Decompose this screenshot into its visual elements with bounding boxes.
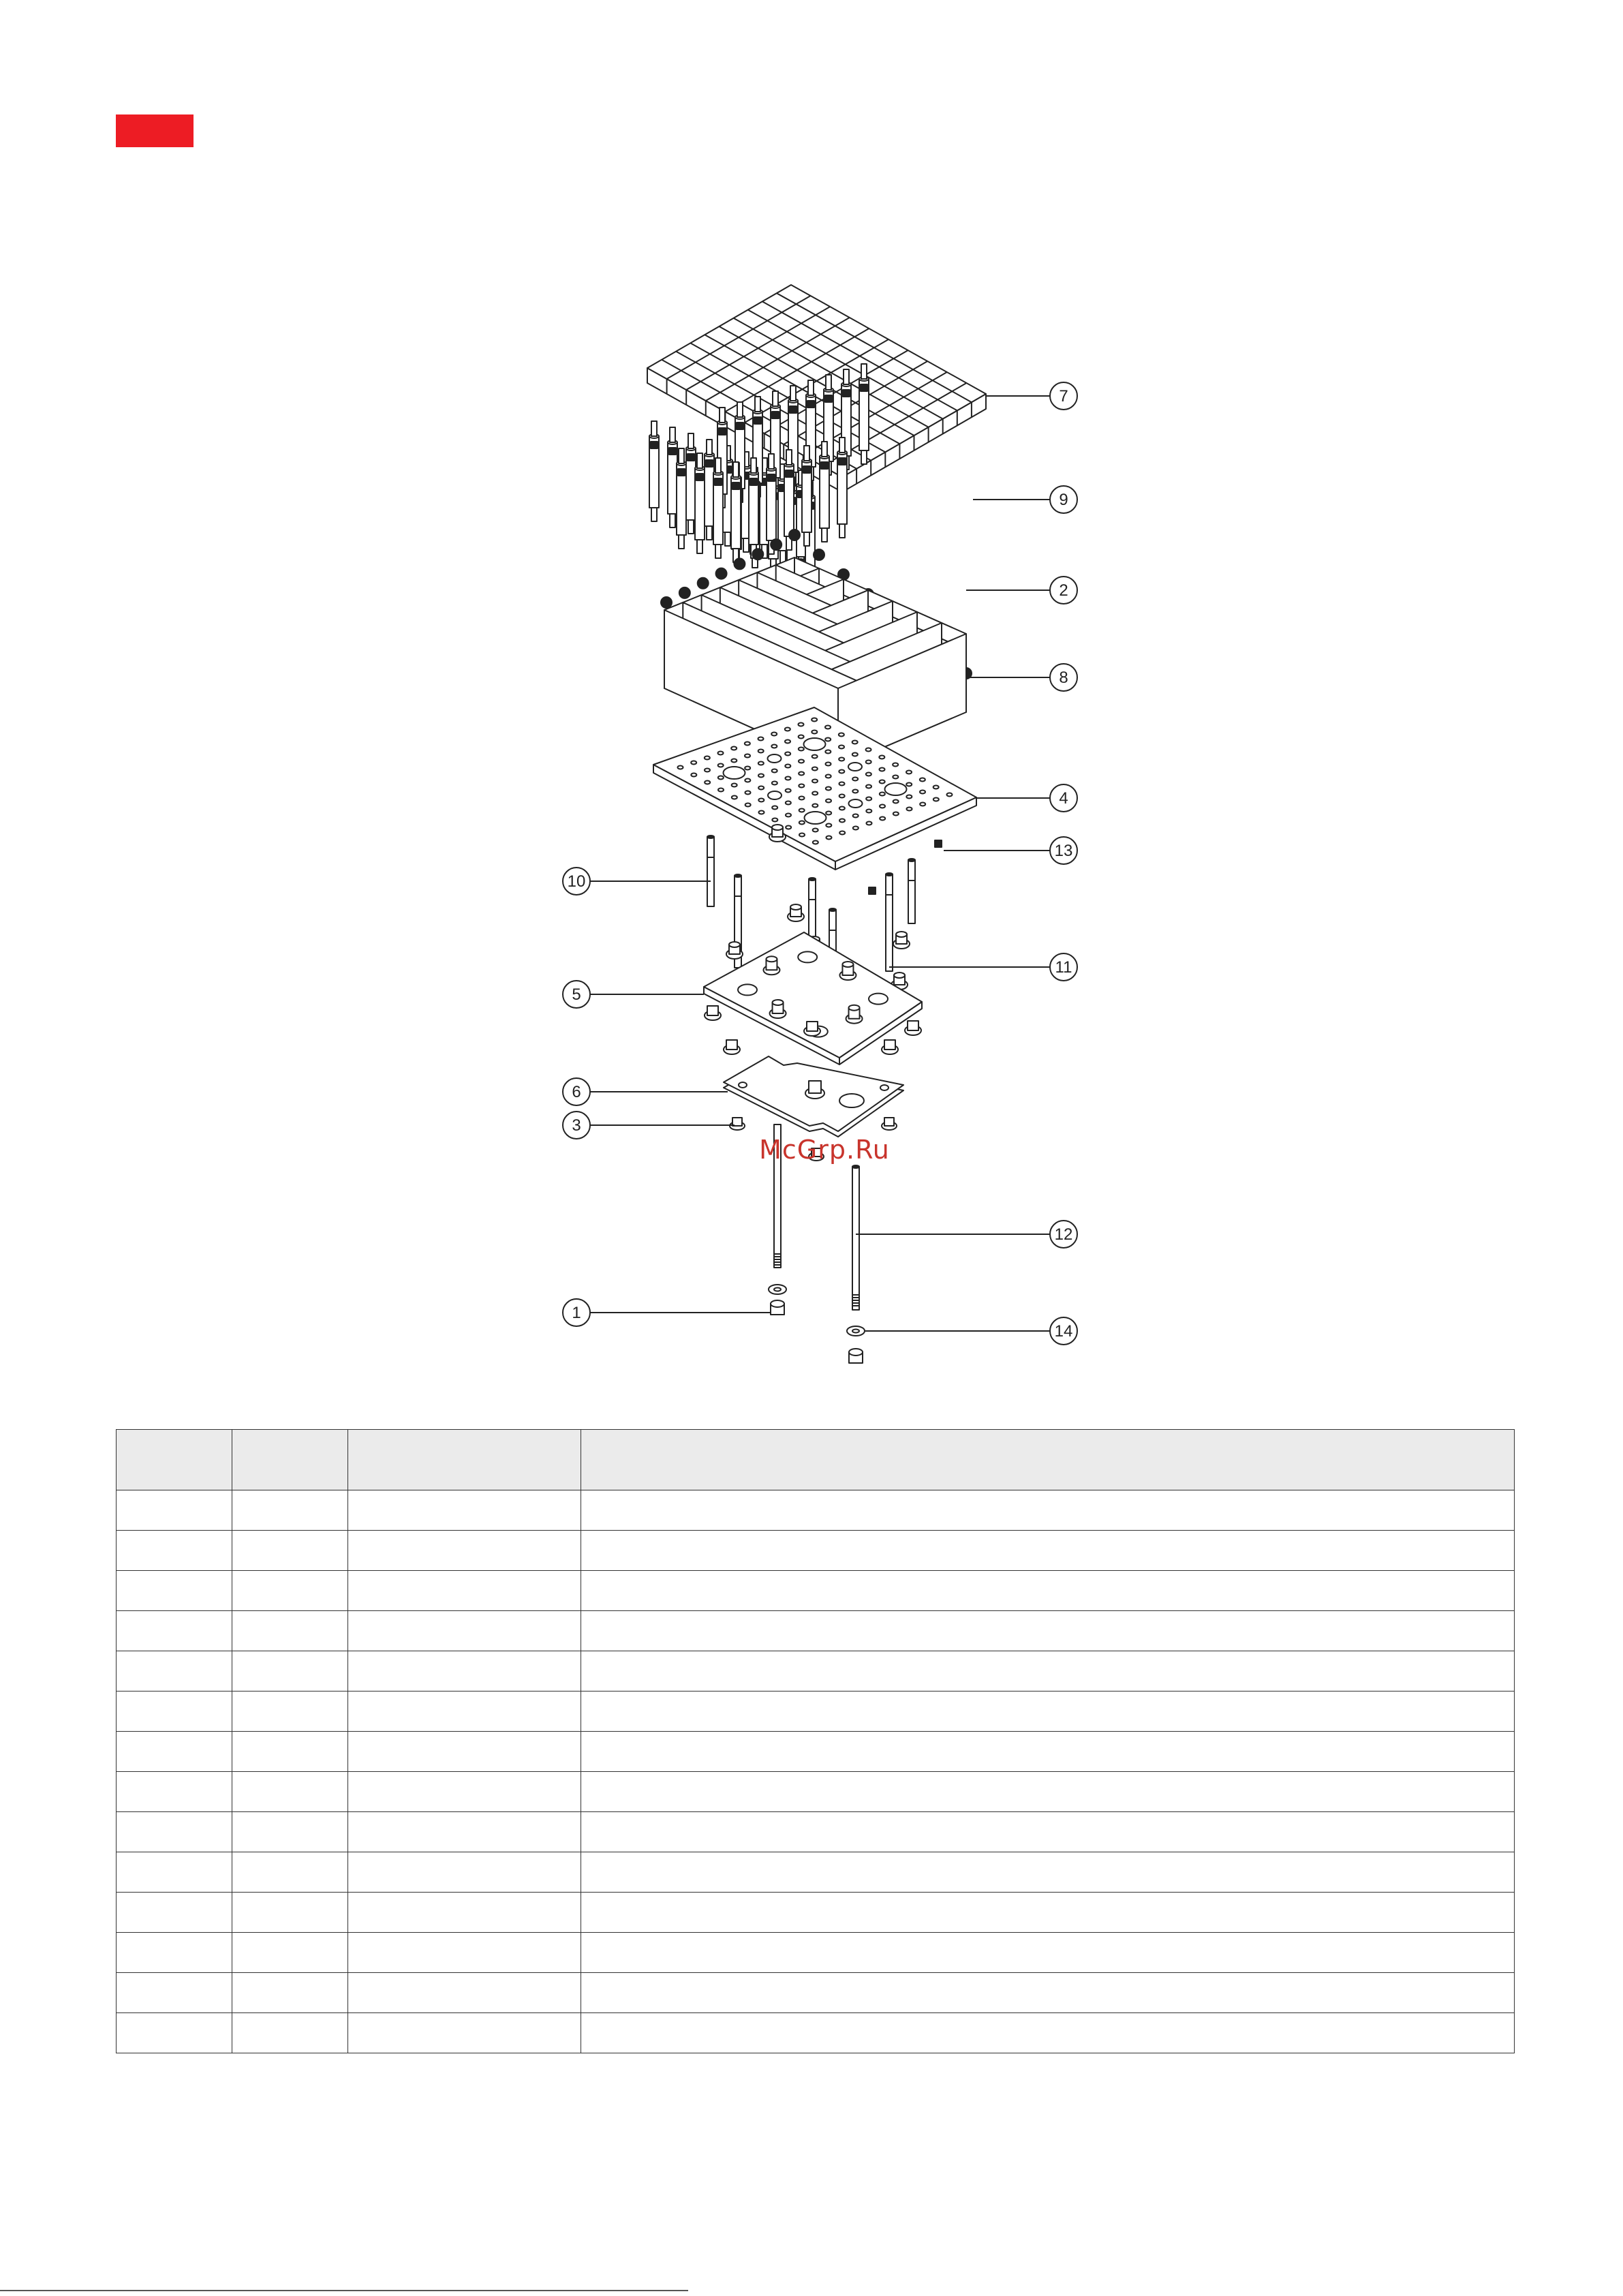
flange-nut-top	[790, 904, 801, 910]
callout-label: 5	[572, 985, 581, 1004]
washer	[847, 1326, 865, 1336]
table-cell	[232, 1651, 348, 1692]
standoff-thread-bottom	[861, 450, 867, 464]
callout-label: 7	[1059, 387, 1068, 405]
flange-nut	[769, 825, 786, 842]
perforated-plate-part	[653, 707, 976, 870]
standoff-thread-top	[651, 421, 657, 436]
flange-nut	[730, 1118, 745, 1130]
standoff-hex-mark	[696, 474, 703, 480]
callout-13	[944, 837, 1077, 864]
table-cell	[348, 1611, 581, 1651]
standoff-thread-top	[808, 380, 814, 395]
standoff	[705, 440, 714, 540]
standoff-hex-mark	[790, 406, 797, 413]
standoff-hex-mark	[706, 460, 713, 467]
table-cell	[117, 1692, 232, 1732]
standoff-hex-mark	[807, 401, 814, 408]
standoff-thread-top	[826, 375, 831, 390]
table-row	[117, 1571, 1515, 1611]
standoff-hex-mark	[786, 470, 792, 477]
standoff-thread-top	[715, 458, 721, 473]
table-cell	[232, 1571, 348, 1611]
table-cell	[232, 1852, 348, 1893]
rod-body	[908, 860, 915, 923]
footer-rule	[0, 2290, 688, 2291]
rod-body	[886, 874, 893, 971]
standoff	[749, 458, 758, 558]
standoff-hex-mark	[732, 483, 739, 489]
flange-nut	[882, 1040, 898, 1054]
table-cell	[117, 1571, 232, 1611]
standoff-thread-bottom	[715, 545, 721, 558]
table-cell	[348, 1852, 581, 1893]
table-cell	[117, 2013, 232, 2053]
standoff-thread-top	[733, 462, 739, 477]
standoff-hex-mark	[839, 458, 846, 465]
flange-nut-hex	[807, 1022, 818, 1031]
table-cell	[348, 1651, 581, 1692]
table-cell	[232, 2013, 348, 2053]
table-row	[117, 1772, 1515, 1812]
standoff-thread-bottom	[688, 520, 694, 534]
standoff-thread-bottom	[670, 514, 675, 527]
flange-nut-top	[766, 956, 777, 962]
flange-nut	[705, 1006, 721, 1020]
callout-label: 14	[1054, 1322, 1073, 1341]
table-cell	[232, 1490, 348, 1531]
table-cell	[348, 1772, 581, 1812]
standoff-hex-mark	[861, 384, 867, 391]
flange-nut	[905, 1021, 921, 1035]
flange-nut-hex	[884, 1118, 894, 1126]
washer	[769, 1285, 786, 1294]
table-cell	[581, 1812, 1515, 1852]
callout-7	[986, 382, 1077, 410]
flange-nut	[726, 942, 743, 959]
standoff-thread-bottom	[743, 538, 749, 552]
table-row	[117, 1732, 1515, 1772]
table-row	[117, 1933, 1515, 1973]
table-cell	[117, 1852, 232, 1893]
standoff	[713, 458, 723, 558]
flange-nut	[788, 904, 804, 921]
standoff-thread-top	[755, 397, 760, 412]
standoff-thread-top	[861, 364, 867, 379]
flange-nut	[839, 962, 856, 980]
standoff	[686, 433, 696, 534]
callout-1	[563, 1299, 771, 1326]
table-row	[117, 1893, 1515, 1933]
flange-nut-top	[842, 962, 853, 967]
flange-nut	[770, 1000, 786, 1018]
standoff-hex-mark	[772, 412, 779, 418]
standoff-thread-top	[769, 454, 774, 469]
flange-nut-top	[849, 1005, 860, 1011]
flange-nut	[804, 1022, 820, 1036]
callout-label: 2	[1059, 581, 1068, 600]
standoff-hex-mark	[737, 423, 743, 429]
table-cell	[117, 1933, 232, 1973]
callout-label: 6	[572, 1083, 581, 1101]
table-cell	[117, 1490, 232, 1531]
table-cell	[117, 1531, 232, 1571]
standoff	[859, 364, 869, 464]
flange-nut-hex	[908, 1021, 918, 1030]
callout-8	[966, 664, 1077, 691]
callout-label: 12	[1054, 1225, 1073, 1244]
standoff-thread-top	[688, 433, 694, 448]
table-cell	[348, 1531, 581, 1571]
standoff	[677, 448, 686, 549]
standoff-hex-mark	[715, 478, 722, 485]
standoff	[802, 446, 812, 546]
table-cell	[232, 1772, 348, 1812]
long-rod	[886, 873, 893, 971]
table-cell	[581, 2013, 1515, 2053]
standoff-hex-mark	[651, 442, 658, 448]
standoff-thread-top	[751, 458, 756, 473]
table-row	[117, 1531, 1515, 1571]
standoff-thread-top	[773, 391, 778, 406]
table-cell	[581, 1852, 1515, 1893]
table-cell	[117, 1772, 232, 1812]
standoff-thread-top	[822, 442, 827, 457]
standoff-hex-mark	[719, 428, 726, 435]
table-cell	[348, 1490, 581, 1531]
long-bolt	[852, 1167, 859, 1310]
standoff-thread-top	[737, 402, 743, 417]
rod-body	[707, 837, 714, 906]
callout-14	[865, 1317, 1077, 1345]
standoff-hex-mark	[843, 390, 850, 397]
table-cell	[232, 1812, 348, 1852]
standoff	[668, 427, 677, 527]
table-cell	[348, 1692, 581, 1732]
standoff	[820, 442, 829, 542]
flange-nut	[893, 932, 910, 949]
table-cell	[581, 1893, 1515, 1933]
table-cell	[232, 1611, 348, 1651]
flange-nut-hex	[726, 1040, 737, 1050]
flange-nut-top	[772, 825, 783, 830]
callout-12	[856, 1221, 1077, 1248]
flange-nut-hex	[707, 1006, 718, 1015]
hex-nut	[716, 568, 727, 579]
standoff-hex-mark	[768, 474, 775, 481]
lock-nut-top	[849, 1349, 863, 1356]
watermark-text: McGrp.Ru	[759, 1135, 890, 1165]
table-cell	[232, 1933, 348, 1973]
standoff-thread-top	[786, 450, 792, 465]
flange-nut-top	[894, 973, 905, 978]
standoff-hex-mark	[821, 462, 828, 469]
callout-label: 8	[1059, 669, 1068, 687]
standoff-hex-mark	[678, 469, 685, 476]
callout-3	[563, 1112, 735, 1139]
hex-nut	[734, 558, 745, 569]
table-header-cell	[117, 1430, 232, 1490]
small-clip	[869, 887, 876, 894]
table-cell	[232, 1692, 348, 1732]
standoff-thread-bottom	[822, 528, 827, 542]
callout-label: 4	[1059, 789, 1068, 808]
callout-6	[563, 1078, 728, 1105]
table-cell	[117, 1732, 232, 1772]
table-row	[117, 1651, 1515, 1692]
standoff-thread-top	[844, 369, 849, 384]
standoff-thread-bottom	[804, 532, 809, 546]
standoff-thread-bottom	[725, 532, 730, 546]
callout-9	[973, 486, 1077, 513]
callout-label: 3	[572, 1116, 581, 1135]
standoff-hex-mark	[687, 454, 694, 461]
standoff-thread-bottom	[679, 535, 684, 549]
table-cell	[348, 1812, 581, 1852]
lock-nut-top	[771, 1300, 784, 1307]
callout-5	[563, 981, 704, 1008]
table-cell	[581, 1611, 1515, 1651]
flange-nut	[882, 1118, 897, 1130]
parts-table	[116, 1429, 1515, 2053]
table-cell	[117, 1611, 232, 1651]
hex-nut	[771, 539, 782, 550]
table-cell	[581, 1531, 1515, 1571]
table-cell	[348, 2013, 581, 2053]
table-cell	[117, 1973, 232, 2013]
standoff-hex-mark	[754, 417, 761, 424]
table-header-row	[117, 1430, 1515, 1490]
table-cell	[348, 1732, 581, 1772]
callout-label: 11	[1055, 958, 1072, 977]
standoff	[695, 453, 705, 553]
table-cell	[348, 1973, 581, 2013]
standoff	[837, 438, 847, 538]
hex-nut	[814, 549, 824, 560]
table-cell	[348, 1571, 581, 1611]
standoff-thread-top	[670, 427, 675, 442]
table-cell	[117, 1651, 232, 1692]
table-cell	[232, 1732, 348, 1772]
standoff-thread-bottom	[839, 524, 845, 538]
long-rod	[908, 859, 915, 923]
table-header-cell	[348, 1430, 581, 1490]
table-cell	[232, 1531, 348, 1571]
bracket-hole	[839, 1094, 864, 1107]
callout-label: 10	[567, 872, 586, 891]
table-row	[117, 1812, 1515, 1852]
callout-11	[889, 953, 1077, 981]
table-cell	[581, 1732, 1515, 1772]
flange-nut-top	[729, 942, 740, 947]
table-row	[117, 1692, 1515, 1732]
flange-nut-hex	[884, 1040, 895, 1050]
table-row	[117, 2013, 1515, 2053]
table-cell	[117, 1893, 232, 1933]
flange-nut	[763, 956, 779, 975]
standoff-thread-top	[790, 386, 796, 401]
flange-nut	[846, 1005, 863, 1024]
table-cell	[232, 1973, 348, 2013]
standoff-thread-top	[720, 408, 725, 423]
table-header-cell	[232, 1430, 348, 1490]
hex-nut	[698, 578, 709, 589]
table-header-cell	[581, 1430, 1515, 1490]
standoff-hex-mark	[825, 395, 832, 402]
standoff	[649, 421, 659, 521]
standoff-thread-bottom	[707, 526, 712, 540]
flange-nut	[724, 1040, 740, 1054]
table-row	[117, 1852, 1515, 1893]
standoff-thread-top	[679, 448, 684, 463]
table-cell	[581, 1692, 1515, 1732]
callout-label: 1	[572, 1304, 581, 1322]
table-cell	[348, 1933, 581, 1973]
table-cell	[581, 1772, 1515, 1812]
callout-label: 9	[1059, 491, 1068, 509]
hex-nut	[679, 587, 690, 598]
table-cell	[581, 1651, 1515, 1692]
standoff	[731, 462, 741, 562]
flange-nut-top	[896, 932, 907, 937]
table-row	[117, 1490, 1515, 1531]
callout-2	[966, 577, 1077, 604]
small-clip	[935, 840, 942, 847]
hex-nut	[789, 530, 800, 540]
table-row	[117, 1611, 1515, 1651]
table-cell	[581, 1933, 1515, 1973]
hex-nut	[661, 597, 672, 608]
standoff-thread-top	[839, 438, 845, 453]
table-cell	[581, 1571, 1515, 1611]
standoff-thread-top	[804, 446, 809, 461]
hex-nut	[752, 549, 763, 560]
flange-nut-hex	[809, 1081, 821, 1093]
callout-4	[976, 784, 1077, 812]
callout-10	[563, 868, 711, 895]
flange-nut-top	[773, 1000, 784, 1005]
table-cell	[348, 1893, 581, 1933]
standoff-hex-mark	[750, 478, 757, 485]
callout-label: 13	[1054, 842, 1073, 860]
standoff-thread-top	[697, 453, 702, 468]
standoff-thread-bottom	[651, 508, 657, 521]
standoff-thread-bottom	[697, 540, 702, 553]
standoff-hex-mark	[803, 466, 810, 473]
long-rod	[707, 836, 714, 906]
standoff-thread-top	[707, 440, 712, 455]
table-cell	[117, 1812, 232, 1852]
flange-nut	[805, 1081, 824, 1099]
table-cell	[581, 1973, 1515, 2013]
standoff-hex-mark	[669, 448, 676, 455]
table-cell	[232, 1893, 348, 1933]
table-cell	[581, 1490, 1515, 1531]
table-row	[117, 1973, 1515, 2013]
